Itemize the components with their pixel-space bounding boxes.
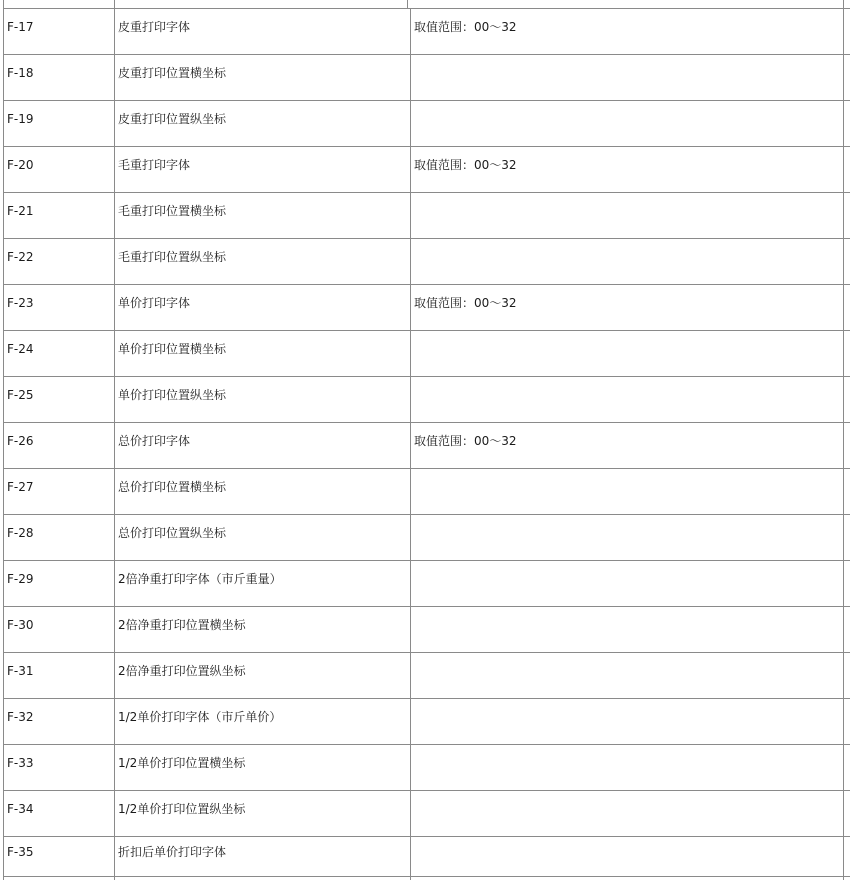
table-row [4,376,850,422]
param-range-cell [411,469,844,514]
param-desc: 1/2单价打印字体（市斤单价） [118,709,282,724]
param-code: F-27 [7,479,34,494]
param-code: F-32 [7,709,34,724]
cutoff-column-cell [844,285,850,330]
table-row [4,146,850,192]
cutoff-column-cell [844,331,850,376]
cutoff-column-cell [844,561,850,606]
param-code-cell [4,55,115,100]
param-range-cell [411,193,844,238]
param-desc: 单价打印位置纵坐标 [118,387,227,402]
table-row [4,836,850,876]
param-code-cell [4,147,115,192]
table-row-partial-top [4,0,850,8]
cutoff-column-cell [844,745,850,790]
cutoff-column-cell [844,101,850,146]
param-code: F-31 [7,663,34,678]
param-desc: 总价打印位置纵坐标 [118,525,227,540]
param-range-cell [411,147,844,192]
table-row [4,514,850,560]
table-row [4,652,850,698]
param-code-cell [4,791,115,836]
param-range-cell [411,239,844,284]
param-range-cell [411,285,844,330]
param-range: 取值范围：00～32 [414,157,517,172]
param-code-cell [4,193,115,238]
table-row [4,284,850,330]
param-desc: 1/2单价打印位置纵坐标 [118,801,246,816]
cutoff-column-cell [844,147,850,192]
param-range-cell [411,653,844,698]
table-row [4,238,850,284]
param-range-cell [411,515,844,560]
param-code-cell [4,837,115,876]
cutoff-column-cell [844,193,850,238]
param-desc-cell [115,561,411,606]
table-row [4,744,850,790]
param-desc-cell [115,9,411,54]
param-code-cell [4,561,115,606]
param-desc-cell [115,607,411,652]
cutoff-column-cell [844,699,850,744]
param-desc-cell [115,331,411,376]
param-desc-cell [115,147,411,192]
param-desc-cell [115,653,411,698]
table-row [4,698,850,744]
param-code-cell [4,469,115,514]
param-desc: 毛重打印字体 [118,157,191,172]
param-desc-cell [115,837,411,876]
cutoff-column-cell [844,791,850,836]
param-range-cell [411,377,844,422]
param-range-cell [411,423,844,468]
param-code-cell [4,515,115,560]
param-desc-cell [115,193,411,238]
param-desc-cell [115,377,411,422]
partial-cell [408,0,844,8]
param-desc: 单价打印字体 [118,295,191,310]
table-row [4,468,850,514]
param-desc: 2倍净重打印位置横坐标 [118,617,246,632]
table-row-partial-bottom [4,876,850,880]
cutoff-column-cell [844,607,850,652]
param-desc: 单价打印位置横坐标 [118,341,227,356]
param-code: F-25 [7,387,34,402]
param-desc-cell [115,285,411,330]
param-desc: 总价打印位置横坐标 [118,479,227,494]
partial-cell [844,0,850,8]
table-row [4,560,850,606]
param-code-cell [4,653,115,698]
param-range: 取值范围：00～32 [414,295,517,310]
cutoff-column-cell [844,653,850,698]
param-range-cell [411,9,844,54]
param-desc: 2倍净重打印位置纵坐标 [118,663,246,678]
param-code-cell [4,423,115,468]
param-range: 取值范围：00～32 [414,433,517,448]
param-desc-cell [115,423,411,468]
table-row [4,790,850,836]
cutoff-column-cell [844,55,850,100]
param-desc: 毛重打印位置纵坐标 [118,249,227,264]
partial-cell [4,0,115,8]
param-code: F-26 [7,433,34,448]
param-code-cell [4,745,115,790]
param-code-cell [4,239,115,284]
param-desc-cell [115,101,411,146]
param-desc: 皮重打印位置横坐标 [118,65,227,80]
param-range-cell [411,101,844,146]
param-desc-cell [115,55,411,100]
param-code: F-18 [7,65,34,80]
table-row [4,606,850,652]
param-code: F-21 [7,203,34,218]
param-desc: 1/2单价打印位置横坐标 [118,755,246,770]
param-code: F-34 [7,801,34,816]
cutoff-column-cell [844,515,850,560]
param-code-cell [4,607,115,652]
param-code-cell [4,377,115,422]
cutoff-column-cell [844,239,850,284]
param-desc: 2倍净重打印字体（市斤重量） [118,571,282,586]
partial-cell [115,0,408,8]
param-range-cell [411,331,844,376]
param-range-cell [411,745,844,790]
table-row [4,100,850,146]
param-code-cell [4,699,115,744]
table-row [4,54,850,100]
param-range-cell [411,791,844,836]
table-body [4,8,850,876]
param-code: F-29 [7,571,34,586]
param-code: F-33 [7,755,34,770]
param-code-cell [4,101,115,146]
param-code: F-23 [7,295,34,310]
param-desc: 总价打印字体 [118,433,191,448]
param-desc: 毛重打印位置横坐标 [118,203,227,218]
cutoff-column-cell [844,469,850,514]
param-desc: 皮重打印位置纵坐标 [118,111,227,126]
param-desc-cell [115,239,411,284]
param-code: F-22 [7,249,34,264]
param-range: 取值范围：00～32 [414,19,517,34]
param-range-cell [411,607,844,652]
table-row [4,422,850,468]
param-desc-cell [115,469,411,514]
param-code-cell [4,9,115,54]
param-desc-cell [115,745,411,790]
cutoff-column-cell [844,423,850,468]
param-range-cell [411,837,844,876]
cutoff-column-cell [844,9,850,54]
param-desc: 折扣后单价打印字体 [118,844,227,859]
param-code: F-35 [7,844,34,859]
param-desc-cell [115,791,411,836]
cutoff-column-cell [844,837,850,876]
table-row [4,192,850,238]
param-range-cell [411,55,844,100]
table-row [4,330,850,376]
param-code-cell [4,285,115,330]
param-code: F-24 [7,341,34,356]
param-code: F-19 [7,111,34,126]
param-code: F-17 [7,19,34,34]
param-code: F-20 [7,157,34,172]
param-desc-cell [115,699,411,744]
param-range-cell [411,699,844,744]
param-code-cell [4,331,115,376]
param-desc-cell [115,515,411,560]
param-code: F-28 [7,525,34,540]
param-range-cell [411,561,844,606]
cutoff-column-cell [844,377,850,422]
table-row [4,8,850,54]
param-desc: 皮重打印字体 [118,19,191,34]
param-code: F-30 [7,617,34,632]
parameter-table [3,0,850,880]
